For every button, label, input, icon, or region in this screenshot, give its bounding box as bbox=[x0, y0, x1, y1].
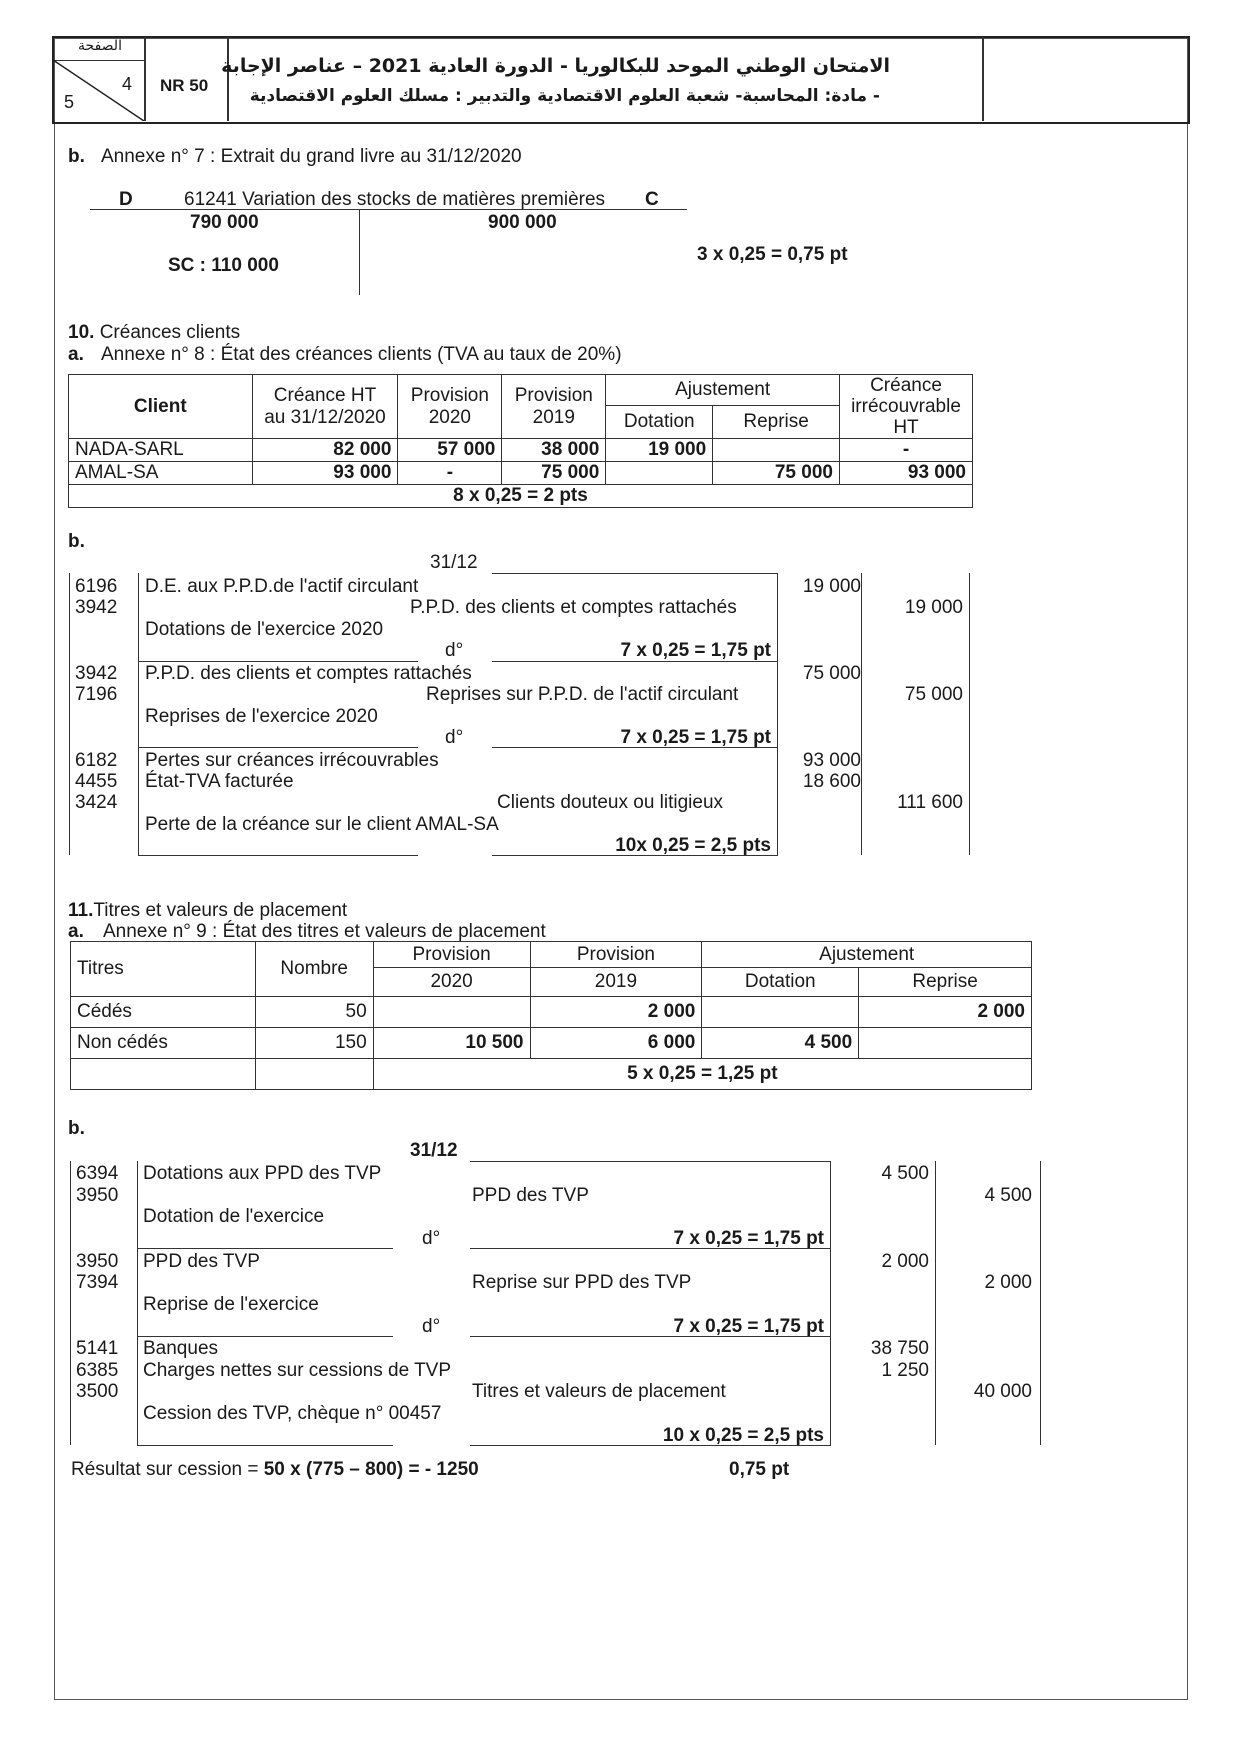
col-reprise: Reprise bbox=[859, 968, 1032, 997]
cell-client: NADA-SARL bbox=[69, 439, 253, 462]
exam-code: NR 50 bbox=[160, 76, 209, 95]
exam-title: الامتحان الوطني الموحد للبكالوريا - الدورة العادية 2021 – عناصر الإجابة bbox=[221, 55, 890, 77]
debit-amount: 93 000 bbox=[802, 750, 861, 771]
debit-amount: 4 500 bbox=[881, 1163, 929, 1184]
entry-label: Dotation de l'exercice bbox=[143, 1206, 325, 1227]
debit-account-label: Charges nettes sur cessions de TVP bbox=[143, 1360, 452, 1381]
cell-p2020 bbox=[373, 997, 530, 1028]
section-title: Créances clients bbox=[99, 322, 241, 343]
cession-result bbox=[71, 1459, 479, 1481]
account-number: 7196 bbox=[75, 684, 118, 705]
debit-account-label: Pertes sur créances irrécouvrables bbox=[145, 750, 439, 771]
account-number: 3500 bbox=[76, 1381, 119, 1402]
cell-creance: 93 000 bbox=[252, 462, 398, 485]
table-row bbox=[71, 1028, 1032, 1059]
credit-amount: 40 000 bbox=[973, 1381, 1032, 1402]
ledger-balance: SC : 110 000 bbox=[168, 255, 279, 276]
col-provision: Provision bbox=[373, 942, 530, 968]
ditto-mark: d° bbox=[422, 1228, 441, 1249]
ledger-middle-line bbox=[359, 209, 360, 295]
credit-amount: 19 000 bbox=[904, 597, 963, 618]
entry-label: Dotations de l'exercice 2020 bbox=[145, 619, 384, 640]
account-number: 3942 bbox=[75, 663, 118, 684]
credit-amount: 75 000 bbox=[904, 684, 963, 705]
debit-amount: 1 250 bbox=[881, 1360, 929, 1381]
cell-prov2019: 75 000 bbox=[502, 462, 606, 485]
cell-reprise bbox=[859, 1028, 1032, 1059]
cell-client: AMAL-SA bbox=[69, 462, 253, 485]
page-total: 5 bbox=[64, 92, 75, 112]
page-label: الصفحة bbox=[78, 38, 122, 54]
cell-nombre: 50 bbox=[255, 997, 373, 1028]
credit-account-label: Reprise sur PPD des TVP bbox=[472, 1272, 692, 1293]
journal-date: 31/12 bbox=[430, 552, 478, 573]
col-prov2019: Provision 2019 bbox=[502, 375, 606, 439]
debit-account-label: D.E. aux P.P.D.de l'actif circulant bbox=[145, 576, 419, 597]
credit-amount: 111 600 bbox=[897, 792, 963, 813]
cell-irrecouvrable: - bbox=[839, 439, 972, 462]
section-title: Titres et valeurs de placement bbox=[93, 900, 348, 921]
debit-amount: 75 000 bbox=[802, 663, 861, 684]
col-provision: Provision bbox=[530, 942, 702, 968]
account-number: 4455 bbox=[75, 771, 118, 792]
col-dotation: Dotation bbox=[606, 405, 713, 438]
cell-irrecouvrable: 93 000 bbox=[839, 462, 972, 485]
section-number: 11. bbox=[68, 900, 94, 921]
col-reprise: Reprise bbox=[713, 405, 840, 438]
debit-amount: 2 000 bbox=[881, 1251, 929, 1272]
page-number: 4 bbox=[122, 74, 133, 94]
account-number: 5141 bbox=[76, 1338, 119, 1359]
entry-points: 7 x 0,25 = 1,75 pt bbox=[620, 727, 771, 748]
ledger-points: 3 x 0,25 = 0,75 pt bbox=[697, 244, 848, 265]
col-irrecouvrable: Créance irrécouvrable HT bbox=[839, 375, 972, 439]
account-number: 6385 bbox=[76, 1360, 119, 1381]
securities-table bbox=[70, 941, 1032, 1090]
subsection-letter: a. bbox=[68, 344, 84, 365]
account-number: 6394 bbox=[76, 1163, 119, 1184]
ledger-credit-value: 900 000 bbox=[488, 212, 557, 233]
subsection-letter: b. bbox=[68, 1118, 85, 1139]
credit-account-label: P.P.D. des clients et comptes rattachés bbox=[410, 597, 737, 618]
cell-reprise bbox=[713, 439, 840, 462]
subsection-letter: a. bbox=[68, 921, 84, 942]
cell-titres: Non cédés bbox=[71, 1028, 256, 1059]
credit-account-label: Clients douteux ou litigieux bbox=[497, 792, 724, 813]
receivables-table bbox=[68, 374, 973, 508]
entry-points: 10x 0,25 = 2,5 pts bbox=[615, 835, 771, 856]
debit-account-label: P.P.D. des clients et comptes rattachés bbox=[145, 663, 472, 684]
credit-account-label: Reprises sur P.P.D. de l'actif circulant bbox=[426, 684, 739, 705]
credit-account-label: Titres et valeurs de placement bbox=[472, 1381, 726, 1402]
cell-reprise: 2 000 bbox=[859, 997, 1032, 1028]
account-number: 3950 bbox=[76, 1185, 119, 1206]
entry-label: Reprises de l'exercice 2020 bbox=[145, 706, 378, 727]
section-letter: b. bbox=[68, 146, 85, 167]
cell-prov2020: 57 000 bbox=[398, 439, 502, 462]
col-2020: 2020 bbox=[373, 968, 530, 997]
cell-reprise: 75 000 bbox=[713, 462, 840, 485]
col-creance: Créance HT au 31/12/2020 bbox=[252, 375, 398, 439]
page-frame bbox=[54, 38, 1188, 1700]
entry-points: 7 x 0,25 = 1,75 pt bbox=[673, 1316, 824, 1337]
cell-prov2020: - bbox=[398, 462, 502, 485]
cell-dotation: 19 000 bbox=[606, 439, 713, 462]
ditto-mark: d° bbox=[422, 1316, 441, 1337]
debit-account-label: Banques bbox=[143, 1338, 219, 1359]
table-row bbox=[69, 462, 973, 485]
account-number: 3950 bbox=[76, 1251, 119, 1272]
cell-dotation bbox=[702, 997, 859, 1028]
credit-account-label: PPD des TVP bbox=[472, 1185, 589, 1206]
account-number: 7394 bbox=[76, 1272, 119, 1293]
col-dotation: Dotation bbox=[702, 968, 859, 997]
col-ajustement: Ajustement bbox=[606, 375, 840, 406]
cell-p2019: 6 000 bbox=[530, 1028, 702, 1059]
subsection-title: Annexe n° 9 : État des titres et valeurs de placement bbox=[103, 921, 546, 942]
account-number: 6196 bbox=[75, 576, 118, 597]
cell-prov2019: 38 000 bbox=[502, 439, 606, 462]
cell-p2019: 2 000 bbox=[530, 997, 702, 1028]
col-prov2020: Provision 2020 bbox=[398, 375, 502, 439]
debit-amount: 18 600 bbox=[802, 771, 861, 792]
entry-label: Perte de la créance sur le client AMAL-SA bbox=[145, 814, 499, 835]
ditto-mark: d° bbox=[445, 640, 464, 661]
result-label: Résultat sur cession = bbox=[71, 1459, 264, 1480]
result-points: 0,75 pt bbox=[729, 1459, 790, 1480]
header-box bbox=[52, 36, 1190, 124]
ledger-debit-mark: D bbox=[119, 189, 133, 210]
entry-label: Cession des TVP, chèque n° 00457 bbox=[143, 1403, 442, 1424]
table-points: 8 x 0,25 = 2 pts bbox=[69, 485, 973, 508]
result-value: 50 x (775 – 800) = - 1250 bbox=[263, 1459, 479, 1480]
ditto-mark: d° bbox=[445, 727, 464, 748]
entry-points: 7 x 0,25 = 1,75 pt bbox=[620, 640, 771, 661]
cell-dotation: 4 500 bbox=[702, 1028, 859, 1059]
entry-points: 7 x 0,25 = 1,75 pt bbox=[673, 1228, 824, 1249]
debit-amount: 19 000 bbox=[802, 576, 861, 597]
cell-dotation bbox=[606, 462, 713, 485]
table-row bbox=[69, 439, 973, 462]
cell-p2020: 10 500 bbox=[373, 1028, 530, 1059]
debit-account-label: PPD des TVP bbox=[143, 1251, 260, 1272]
debit-amount: 38 750 bbox=[870, 1338, 929, 1359]
col-titres: Titres bbox=[71, 942, 256, 997]
table-row bbox=[71, 997, 1032, 1028]
exam-subtitle: - مادة: المحاسبة- شعبة العلوم الاقتصادية والتدبير : مسلك العلوم الاقتصادية bbox=[249, 86, 880, 106]
subsection-letter: b. bbox=[68, 531, 85, 552]
ledger-debit-value: 790 000 bbox=[190, 212, 259, 233]
ledger-account-title: 61241 Variation des stocks de matières premières bbox=[184, 189, 606, 210]
ledger-credit-mark: C bbox=[645, 189, 659, 210]
account-number: 3424 bbox=[75, 792, 118, 813]
entry-label: Reprise de l'exercice bbox=[143, 1294, 319, 1315]
debit-account-label: Dotations aux PPD des TVP bbox=[143, 1163, 382, 1184]
journal-date: 31/12 bbox=[410, 1140, 458, 1161]
account-number: 6182 bbox=[75, 750, 118, 771]
cell-creance: 82 000 bbox=[252, 439, 398, 462]
section-number: 10. bbox=[68, 322, 95, 343]
cell-titres: Cédés bbox=[71, 997, 256, 1028]
credit-amount: 2 000 bbox=[984, 1272, 1032, 1293]
table-points: 5 x 0,25 = 1,25 pt bbox=[373, 1059, 1031, 1090]
ledger-top-line bbox=[90, 209, 687, 210]
section-title: Annexe n° 7 : Extrait du grand livre au 31/12/2020 bbox=[101, 146, 522, 167]
account-number: 3942 bbox=[75, 597, 118, 618]
entry-points: 10 x 0,25 = 2,5 pts bbox=[662, 1425, 824, 1446]
col-2019: 2019 bbox=[530, 968, 702, 997]
col-ajustement: Ajustement bbox=[702, 942, 1032, 968]
cell-nombre: 150 bbox=[255, 1028, 373, 1059]
debit-account-label: État-TVA facturée bbox=[145, 771, 294, 792]
col-nombre: Nombre bbox=[255, 942, 373, 997]
credit-amount: 4 500 bbox=[984, 1185, 1032, 1206]
col-client: Client bbox=[69, 375, 253, 439]
subsection-title: Annexe n° 8 : État des créances clients (TVA au taux de 20%) bbox=[101, 344, 622, 365]
